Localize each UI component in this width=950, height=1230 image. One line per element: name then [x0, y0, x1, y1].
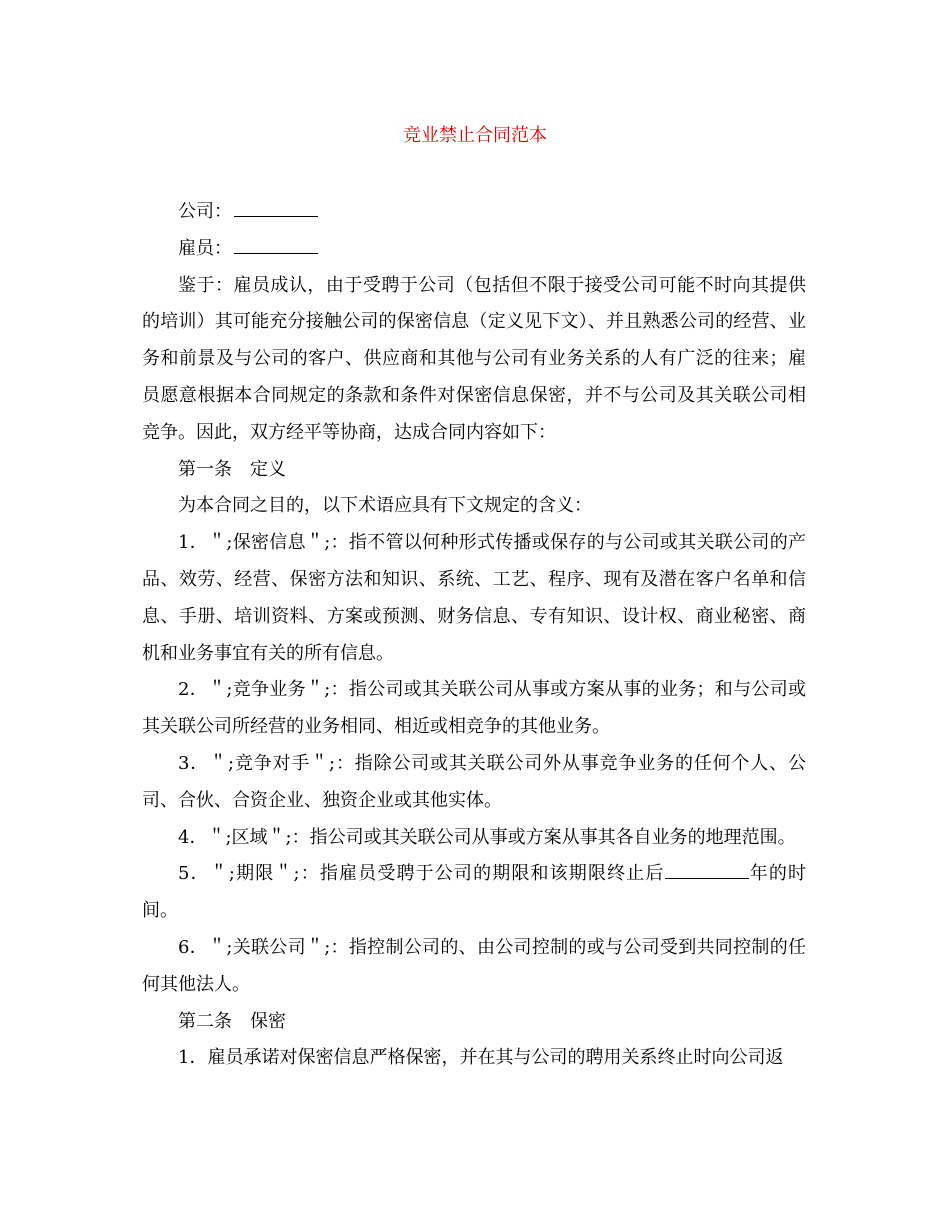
article2-heading: 第二条 保密: [178, 1010, 286, 1032]
definition-5-start: 5．＂;期限＂;：指雇员受聘于公司的期限和该期限终止后: [178, 863, 665, 885]
company-line: [142, 194, 806, 231]
definition-5: [142, 856, 806, 930]
definition-4: 4．＂;区域＂;：指公司或其关联公司从事或方案从事其各自业务的地理范围。: [178, 826, 796, 848]
definition-6: 6．＂;关联公司＂;：指控制公司的、由公司控制的或与公司受到共同控制的任何其他法人。: [142, 936, 806, 995]
article1-heading: 第一条 定义: [178, 458, 286, 480]
document-body: [142, 194, 806, 1077]
article1-intro: 为本合同之目的，以下术语应具有下文规定的含义：: [178, 495, 592, 517]
employee-blank: [234, 233, 318, 254]
definition-2: 2．＂;竞争业务＂;：指公司或其关联公司从事或方案从事的业务；和与公司或其关联公司所经营的业务相同、相近或相竞争的其他业务。: [142, 679, 806, 738]
article2-item-1: 1．雇员承诺对保密信息严格保密，并在其与公司的聘用关系终止时向公司返: [178, 1047, 784, 1069]
definition-5-end: 年的时间。: [142, 863, 806, 922]
definition-3: 3．＂;竞争对手＂;：指除公司或其关联公司外从事竞争业务的任何个人、公司、合伙、合资企业、独资企业或其他实体。: [142, 752, 806, 811]
document-title: 竞业禁止合同范本: [403, 125, 547, 146]
preamble-paragraph: 鉴于：雇员成认，由于受聘于公司（包括但不限于接受公司可能不时向其提供的培训）其可能充分接触公司的保密信息（定义见下文）、并且熟悉公司的经营、业务和前景及与公司的客户、供应商和其他与公司有业务关系的人有广泛的往来；雇员愿意根据本合同规定的条款和条件对保密信息保密，并不与公司及其关联公司相竞争。因此，双方经平等协商，达成合同内容如下：: [142, 274, 806, 443]
definition-1: 1．＂;保密信息＂;：指不管以何种形式传播或保存的与公司或其关联公司的产品、效劳、经营、保密方法和知识、系统、工艺、程序、现有及潜在客户名单和信息、手册、培训资料、方案或预测、财务信息、专有知识、设计权、商业秘密、商机和业务事宜有关的所有信息。: [142, 532, 806, 664]
employee-label: 雇员：: [178, 237, 232, 259]
term-years-blank: [665, 858, 749, 879]
employee-line: [142, 231, 806, 268]
company-blank: [234, 196, 318, 217]
company-label: 公司：: [178, 201, 232, 222]
